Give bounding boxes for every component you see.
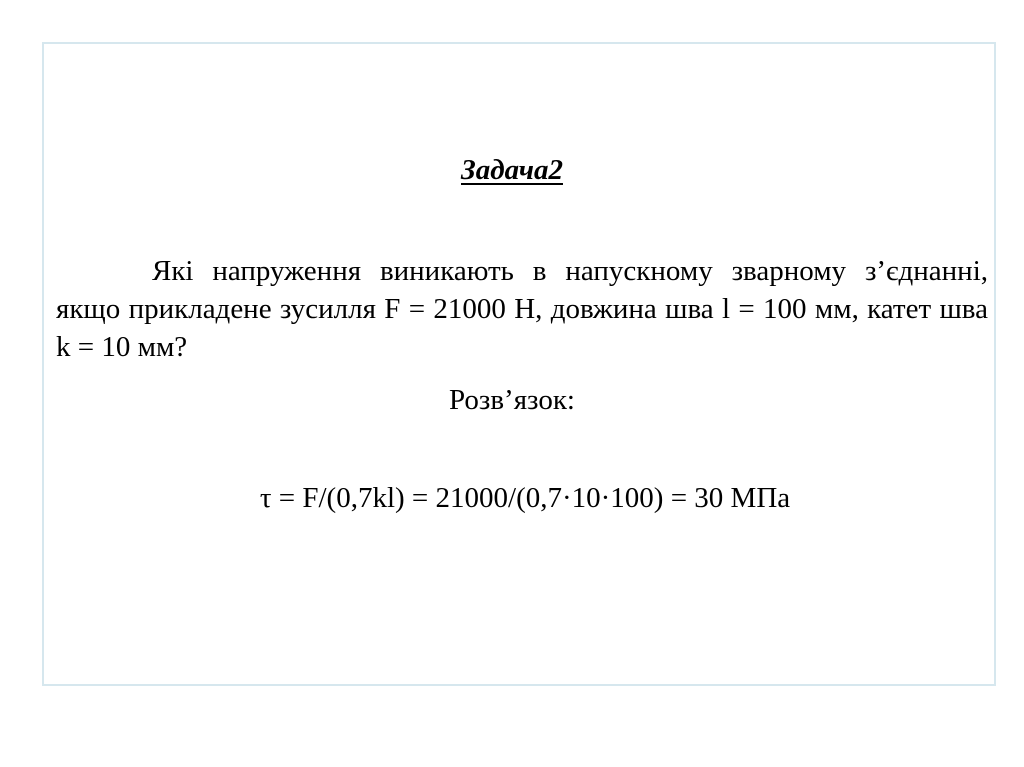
problem-statement: Які напруження виникають в напускному зварному з’єднанні, якщо прикладене зусилля F = 21000 Н, довжина шва l = 100 мм, катет шва k = 10 мм? — [56, 255, 988, 363]
slide-title: Задача2 — [461, 154, 563, 186]
solution-formula: τ = F/(0,7kl) = 21000/(0,7·10·100) = 30 МПа — [259, 482, 791, 514]
solution-label: Розв’язок: — [449, 384, 575, 416]
